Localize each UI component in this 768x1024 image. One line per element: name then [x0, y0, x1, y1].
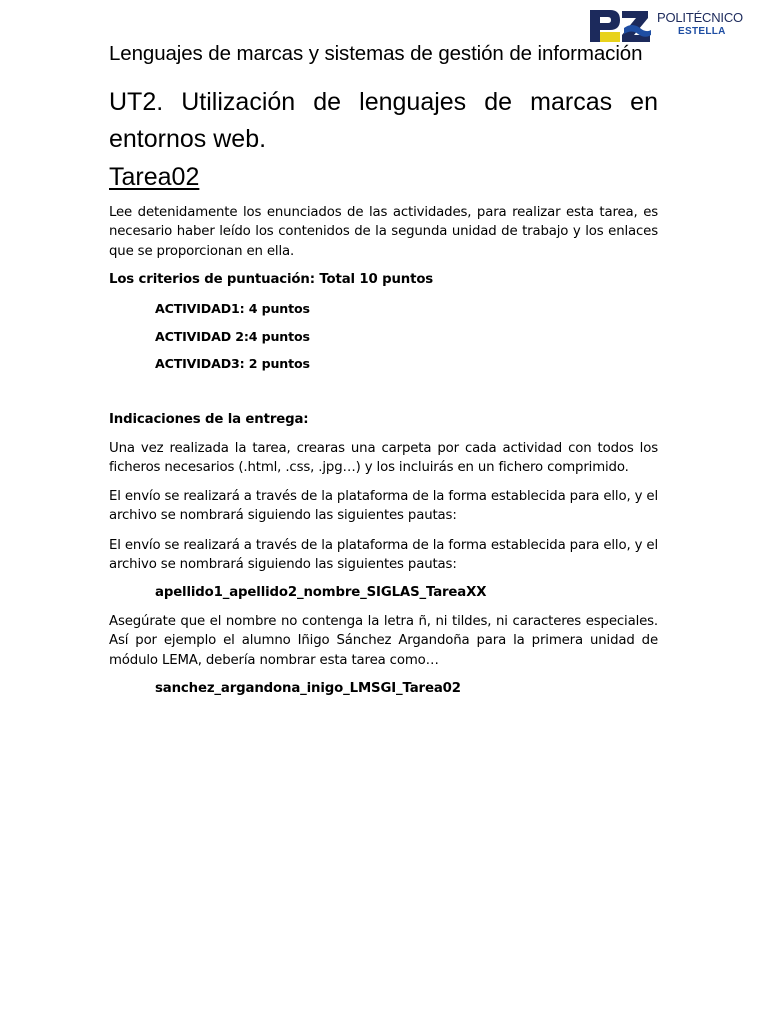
intro-paragraph: Lee detenidamente los enunciados de las actividades, para realizar esta tarea, es necesario haber leído los contenidos de la segunda unidad de trabajo y los enlaces que se proporcionan en ella. — [109, 205, 658, 259]
logo-mark-icon — [588, 8, 652, 44]
logo-subname: ESTELLA — [678, 26, 726, 37]
delivery-heading: Indicaciones de la entrega: — [109, 412, 309, 427]
document-header-title: Lenguajes de marcas y sistemas de gestión de información — [109, 42, 643, 65]
naming-pattern: apellido1_apellido2_nombre_SIGLAS_TareaXX — [155, 585, 487, 600]
delivery-paragraph-2: El envío se realizará a través de la plataforma de la forma establecida para ello, y el archivo se nombrará siguiendo las siguientes pautas: — [109, 489, 658, 524]
unit-title: UT2. Utilización de lenguajes de marcas en entornos web. — [109, 88, 658, 153]
naming-example: sanchez_argandona_inigo_LMSGI_Tarea02 — [155, 681, 461, 696]
task-title: Tarea02 — [109, 163, 200, 191]
naming-note: Asegúrate que el nombre no contenga la letra ñ, ni tildes, ni caracteres especiales. Así por ejemplo el alumno Iñigo Sánchez Argandoña para la primera unidad de módulo LEMA, debería nombrar esta tarea como… — [109, 614, 658, 668]
delivery-paragraph-3: El envío se realizará a través de la plataforma de la forma establecida para ello, y el archivo se nombrará siguiendo las siguientes pautas: — [109, 538, 658, 573]
politecnico-estella-logo — [588, 8, 748, 44]
criteria-item-2: ACTIVIDAD 2:4 puntos — [155, 329, 310, 344]
criteria-item-3: ACTIVIDAD3: 2 puntos — [155, 356, 310, 371]
criteria-item-1: ACTIVIDAD1: 4 puntos — [155, 301, 310, 316]
criteria-heading: Los criterios de puntuación: Total 10 puntos — [109, 272, 434, 287]
logo-name: POLITÉCNICO — [657, 10, 743, 25]
delivery-paragraph-1: Una vez realizada la tarea, crearas una carpeta por cada actividad con todos los ficheros necesarios (.html, .css, .jpg…) y los incluirás en un fichero comprimido. — [109, 441, 658, 476]
